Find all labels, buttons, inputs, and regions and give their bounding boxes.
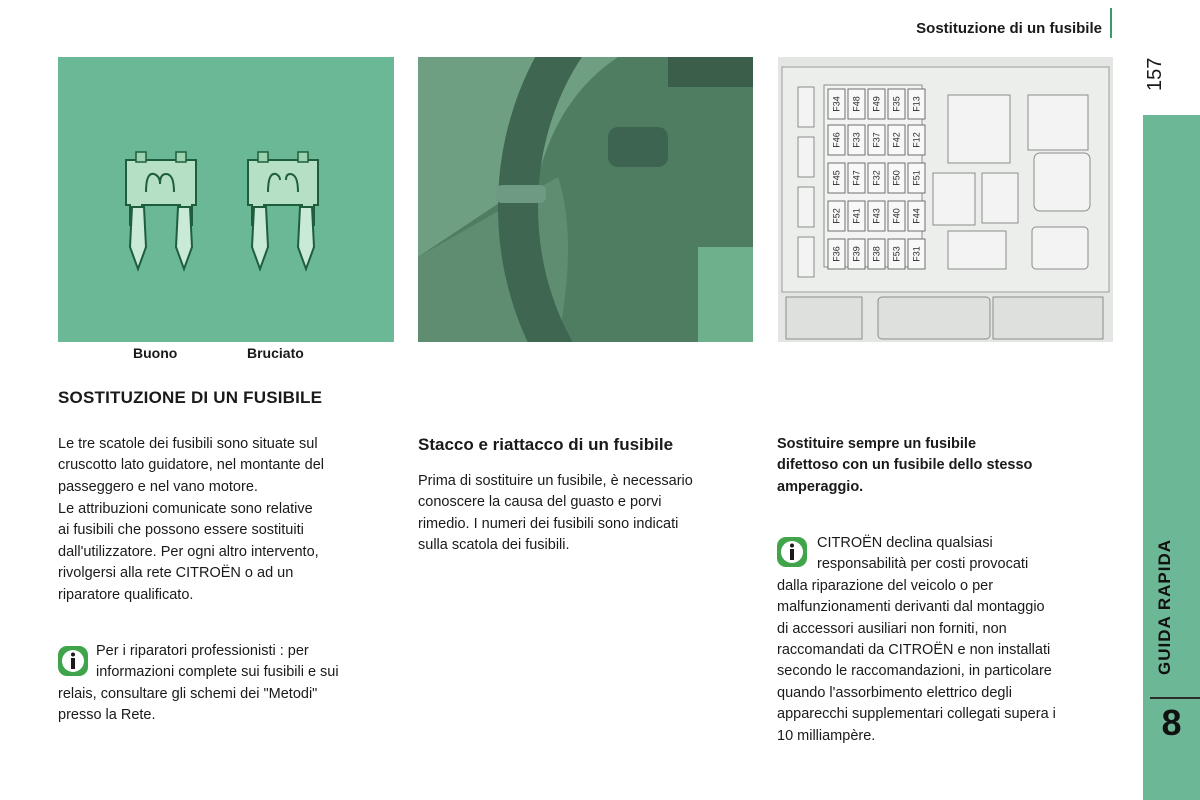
text-line: Le tre scatole dei fusibili sono situate sul	[58, 436, 318, 452]
text-line: Per i riparatori professionisti : per	[96, 643, 309, 659]
caption-good: Buono	[133, 345, 178, 361]
chapter-number: 8	[1161, 702, 1182, 743]
fusebox-diagram-image	[778, 57, 1113, 342]
fuse-label: F49	[871, 96, 882, 112]
warning-paragraph	[777, 434, 1117, 498]
text-line: rimedio. I numeri dei fusibili sono indicati	[418, 515, 679, 532]
text-line: dall'utilizzatore. Per ogni altro intervento,	[58, 543, 319, 560]
fuse-label: F12	[911, 132, 922, 148]
fuse-label: F33	[851, 132, 862, 148]
text-line: informazioni complete sui fusibili e sui	[96, 664, 339, 681]
page-number: 157	[1144, 57, 1166, 91]
fuse-label: F53	[891, 246, 902, 262]
fuse-label: F46	[831, 132, 842, 148]
fuse-label: F42	[891, 132, 902, 148]
fuse-label: F37	[871, 132, 882, 148]
good-fuse-illustration	[126, 152, 196, 269]
fuse-label: F47	[851, 170, 862, 186]
text-line: quando l'assorbimento elettrico degli	[777, 684, 1012, 701]
intro-paragraph	[58, 434, 398, 498]
attribution-paragraph	[58, 499, 398, 606]
fuse-label: F35	[891, 96, 902, 112]
procedure-paragraph	[418, 471, 758, 557]
text-line: raccomandati da CITROËN e non installati	[777, 642, 1051, 659]
dashboard-steering-image	[418, 57, 753, 342]
text-line: relais, consultare gli schemi dei "Metodi"	[58, 685, 318, 702]
section-title: SOSTITUZIONE DI UN FUSIBILE	[58, 388, 323, 407]
fuse-label: F51	[911, 170, 922, 186]
fuse-label: F39	[851, 246, 862, 262]
fuse-label: F43	[871, 208, 882, 224]
text-line: difettoso con un fusibile dello stesso	[777, 457, 1033, 474]
text-line: riparatore qualificato.	[58, 586, 194, 603]
info-note-liability	[777, 533, 1122, 747]
chapter-label: GUIDA RAPIDA	[1155, 538, 1174, 676]
chapter-divider	[1150, 697, 1200, 699]
text-line: Sostituire sempre un fusibile	[777, 436, 977, 452]
fuse-comparison-image	[58, 57, 394, 342]
fuse-label: F44	[911, 208, 922, 224]
info-note-professionals	[58, 641, 398, 727]
text-line: 10 milliampère.	[777, 727, 876, 744]
text-line: secondo le raccomandazioni, in particolare	[777, 663, 1052, 680]
text-line: CITROËN declina qualsiasi	[817, 535, 993, 551]
text-line: dalla riparazione del veicolo o per	[777, 577, 994, 594]
text-line: malfunzionamenti derivanti dal montaggio	[777, 599, 1045, 616]
fuse-label: F48	[851, 96, 862, 112]
fuse-label: F45	[831, 170, 842, 186]
text-line: presso la Rete.	[58, 707, 156, 724]
fuse-label: F38	[871, 246, 882, 262]
text-line: Prima di sostituire un fusibile, è necessario	[418, 473, 693, 489]
fuse-label: F34	[831, 96, 842, 112]
text-line: Le attribuzioni comunicate sono relative	[58, 501, 313, 517]
fuse-label: F13	[911, 96, 922, 112]
text-line: apparecchi supplementari collegati supera i	[777, 706, 1056, 723]
fuse-label: F40	[891, 208, 902, 224]
caption-blown: Bruciato	[247, 345, 304, 361]
text-line: passeggero e nel vano motore.	[58, 478, 258, 495]
text-line: rivolgersi alla rete CITROËN o ad un	[58, 565, 294, 582]
fuse-label: F31	[911, 246, 922, 262]
header-divider	[1110, 8, 1112, 38]
text-line: amperaggio.	[777, 478, 864, 495]
text-line: ai fusibili che possono essere sostituiti	[58, 522, 304, 539]
subsection-title: Stacco e riattacco di un fusibile	[418, 435, 674, 454]
text-line: di accessori ausiliari non forniti, non	[777, 620, 1007, 637]
text-line: conoscere la causa del guasto e porvi	[418, 494, 662, 511]
fuse-label: F32	[871, 170, 882, 186]
fuse-label: F50	[891, 170, 902, 186]
text-line: cruscotto lato guidatore, nel montante del	[58, 457, 324, 474]
fuse-label: F41	[851, 208, 862, 224]
running-header-title: Sostituzione di un fusibile	[916, 20, 1102, 37]
fuse-label: F36	[831, 246, 842, 262]
text-line: sulla scatola dei fusibili.	[418, 537, 570, 554]
text-line: responsabilità per costi provocati	[817, 556, 1029, 573]
blown-fuse-illustration	[248, 152, 318, 269]
fuse-label: F52	[831, 208, 842, 224]
